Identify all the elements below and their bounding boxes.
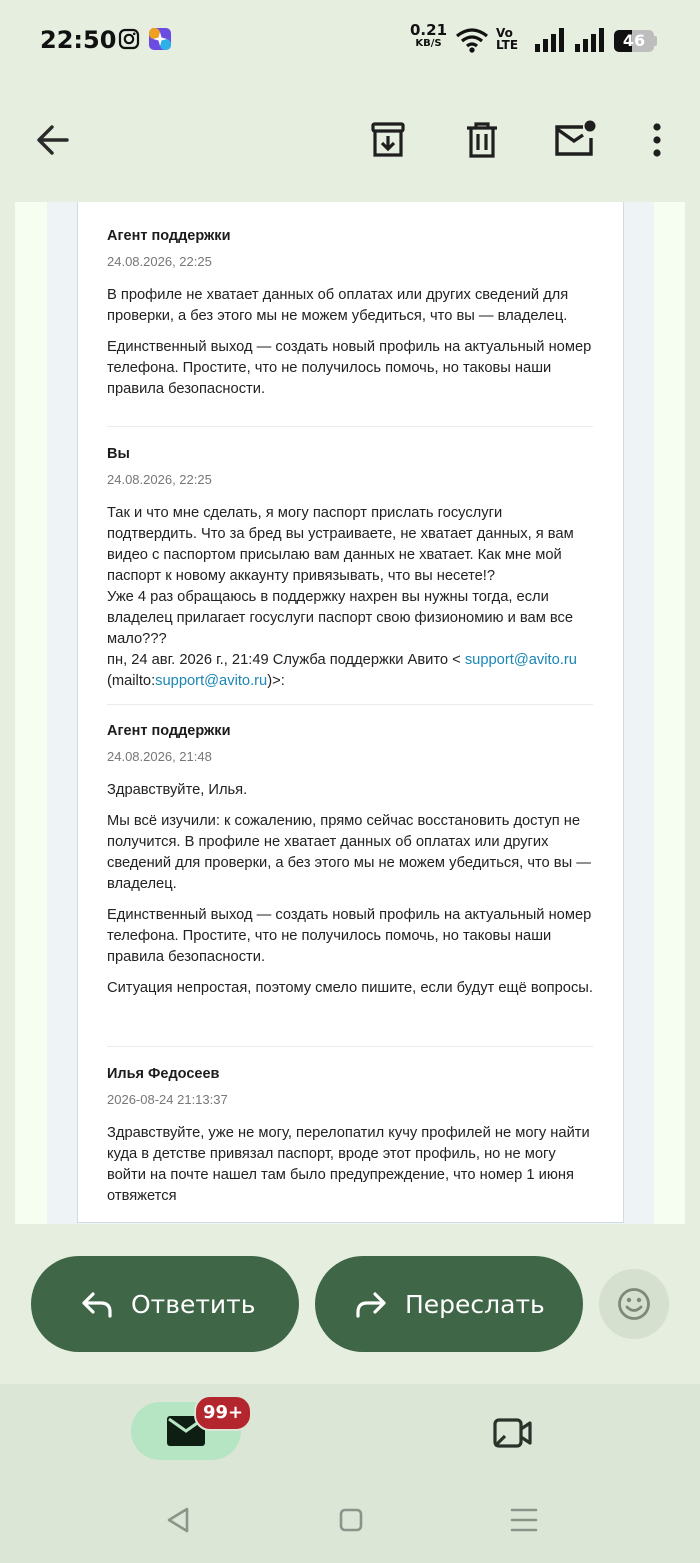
mark-unread-button[interactable]	[550, 115, 600, 165]
unread-count-badge: 99+	[194, 1395, 252, 1431]
back-triangle-icon	[165, 1506, 191, 1534]
message-date: 2026-08-24 21:13:37	[107, 1092, 228, 1107]
recents-menu-icon	[510, 1507, 538, 1533]
forward-icon	[355, 1290, 387, 1318]
signal-2-icon	[573, 27, 607, 58]
quote-header: пн, 24 авг. 2026 г., 21:49 Служба поддержки Авито < support@avito.ru (mailto:support@avito.ru)>:	[107, 652, 577, 689]
battery-percent: 46	[622, 31, 646, 50]
system-home-button[interactable]	[331, 1500, 371, 1540]
system-back-button[interactable]	[158, 1500, 198, 1540]
message-actions	[0, 1240, 700, 1380]
system-recents-button[interactable]	[504, 1500, 544, 1540]
forward-label: Переслать	[405, 1289, 545, 1319]
message-sender: Агент поддержки	[107, 228, 231, 244]
message-body: Так и что мне сделать, я могу паспорт прислать госуслуги подтвердить. Что за бред вы устраиваете, не хватает данных, я вам видео с паспортом присылаю вам данных не хватает. Как мне мой паспорт к новому аккаунту привязывать, что вы несете!? Уже 4 раз обращаюсь в поддержку нахрен вы нужны тогда, если владелец прилагает госуслуги паспорт свою физиономию и вам все мало??? пн, 24 авг. 2026 г., 21:49 Служба поддержки Авито < support@avito.ru (mailto:support@avito.ru)>:	[107, 503, 595, 692]
volte-indicator: Vo LTE	[496, 26, 519, 52]
app-notification-icon	[149, 28, 171, 55]
network-speed: 0.21 KB/S	[410, 21, 448, 49]
instagram-icon	[118, 28, 140, 55]
back-arrow-icon	[35, 122, 71, 158]
battery-tip	[654, 36, 657, 46]
message-support-2	[107, 723, 595, 999]
message-date: 24.08.2026, 21:48	[107, 749, 212, 764]
archive-button[interactable]	[363, 115, 413, 165]
nav-meet-tab[interactable]	[488, 1410, 538, 1456]
message-divider	[107, 1046, 593, 1047]
home-square-icon	[339, 1508, 363, 1532]
forward-button[interactable]	[315, 1256, 583, 1352]
message-support-1	[107, 228, 595, 400]
emoji-reaction-button[interactable]	[599, 1269, 669, 1339]
message-divider	[107, 704, 593, 705]
status-time: 22:50	[40, 26, 117, 54]
message-sender: Агент поддержки	[107, 723, 231, 739]
back-button[interactable]	[28, 115, 78, 165]
video-camera-icon	[493, 1417, 533, 1449]
message-body: В профиле не хватает данных об оплатах или других сведений для проверки, а без этого мы не можем убедиться, что вы — владелец. Единственный выход — создать новый профиль на актуальный номер телефона. Простите, что не получилось помочь, но таковы наши правила безопасности.	[107, 287, 592, 397]
battery-indicator	[614, 30, 654, 52]
reply-button[interactable]	[31, 1256, 299, 1352]
signal-icon	[533, 27, 567, 58]
bottom-navigation	[0, 1384, 700, 1563]
message-sender: Вы	[107, 446, 130, 462]
status-bar	[0, 0, 700, 80]
mail-toolbar	[0, 100, 700, 180]
message-body: Здравствуйте, уже не могу, перелопатил кучу профилей не могу найти куда в детстве привязал паспорт, вроде этот профиль, но не могу войти на почте нашел там было предупреждение, что номер 1 июня отвяжется	[107, 1125, 590, 1204]
reply-icon	[81, 1290, 113, 1318]
smiley-icon	[617, 1287, 651, 1321]
archive-icon	[369, 121, 407, 159]
more-vert-icon	[651, 122, 663, 158]
message-date: 24.08.2026, 22:25	[107, 254, 212, 269]
reply-label: Ответить	[131, 1289, 256, 1319]
delete-button[interactable]	[457, 115, 507, 165]
message-body: Здравствуйте, Илья. Мы всё изучили: к сожалению, прямо сейчас восстановить доступ не получится. В профиле не хватает данных об оплатах или других сведений для проверки, а без этого мы не можем убедиться, что вы — владелец. Единственный выход — создать новый профиль на актуальный номер телефона. Простите, что не получилось помочь, но таковы наши правила безопасности. Ситуация непростая, поэтому смело пишите, если будут ещё вопросы.	[107, 782, 593, 996]
more-options-button[interactable]	[632, 115, 682, 165]
message-divider	[107, 426, 593, 427]
delete-icon	[464, 121, 500, 159]
support-email-link[interactable]: support@avito.ru	[464, 652, 577, 668]
support-mailto-link[interactable]: support@avito.ru	[155, 673, 268, 689]
message-sender: Илья Федосеев	[107, 1066, 220, 1082]
mark-unread-icon	[553, 120, 597, 160]
message-user-reply	[107, 446, 595, 692]
message-original	[107, 1066, 595, 1207]
wifi-icon	[455, 27, 489, 58]
message-date: 24.08.2026, 22:25	[107, 472, 212, 487]
